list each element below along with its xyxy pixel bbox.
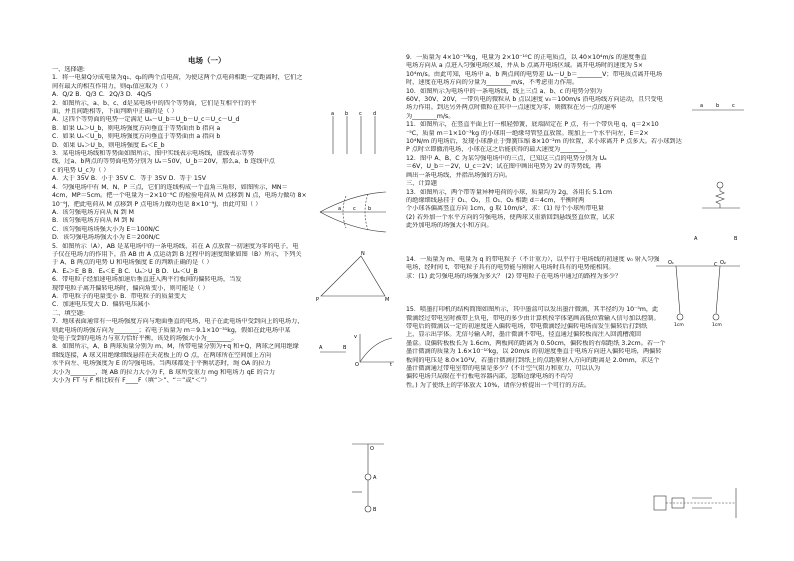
- right-line: (2) 若外加一个水平方向的匀强电场，使两球又重新回到悬线竖直位置，试求: [406, 213, 615, 221]
- fig-p3-a: a: [338, 206, 342, 212]
- fig-p4-P: P: [316, 297, 320, 302]
- left-line: B．该匀强电场方向从 M 到 N: [52, 217, 134, 225]
- fig-p2-label-d: d: [373, 111, 377, 117]
- right-line: 求：(1) 此匀强电场的场强为多大？ (2) 带电粒子在电场中通过的路程为多少？: [406, 272, 622, 280]
- right-line: 电场，经时间 t，带电粒子具有的电势能与刚射入电场时具有的电势能相同。: [406, 264, 615, 272]
- left-line: 1．将一电量Q分成电量为q₁、q₂的两个点电荷，为使这两个点电荷相距一定距离时，它们之: [52, 74, 303, 82]
- left-line: A．该匀强电场方向从 N 到 M: [52, 208, 134, 216]
- left-line: 2．如图所示，a、b、c、d是某电场中的四个等势面，它们是互相平行的平: [52, 99, 257, 107]
- right-line: 三、计算题: [406, 180, 437, 188]
- left-line: 细线连接，A 球又用绝缘细线悬挂在天花板上的 O 点，在两球所在空间加上方向: [52, 351, 272, 359]
- right-line: 11．如图所示，在竖直平面上钉一根轻弹簧，底端固定在 P 点，有一个带负电 q，q＝2×10: [406, 121, 659, 129]
- right-line: 12．图中 A、B、C 为某匀强电场中的三点，已知这三点的电势分别为 Uₐ: [406, 154, 607, 162]
- right-line: 时，速度在电场方向的分量为________m/s，不考虑重力作用。: [406, 79, 579, 87]
- left-line: 8．如图所示，A、B 两球质量分别为 m、M，所带电量分别为+q 和+Q，两球之间用绝缘: [52, 343, 299, 351]
- fig-p5-t: t: [390, 362, 392, 366]
- right-line: 个小球各偏离竖直方向 1cm，g 取 10m/s²，求：(1) 每个小球所带电量: [406, 205, 604, 213]
- left-line: C．如果 Uₐ＜U_b，则电场强度方向垂直于等势面由 a 指向 b: [52, 133, 221, 141]
- right-line: 10⁴m/s。由此可知，电场中 a、b 两点间的电势差 Uₐ－U_b＝________V；带电质点离开电场: [406, 70, 663, 78]
- right-line: 为________m/s。: [406, 112, 455, 120]
- fig-p4-M: M: [385, 297, 390, 302]
- right-line: 场力作用。到达另外两点时微粒在其中一点速度为零，则微粒在另一点的速率: [406, 104, 617, 112]
- left-line: 现带电粒子离开偏转电场时，偏向角变小，则可能是（ ）: [52, 284, 209, 292]
- right-line: 10⁴N/m 的电场后，发现小球静止于弹簧压缩 8×10⁻²m 的位置，求小球离开 P 点多大。若小球到达: [406, 138, 682, 146]
- fig-p8-O: O: [370, 446, 374, 452]
- fig-p13-1cm-b: 1cm: [712, 323, 722, 328]
- fig-p3-b: b: [368, 206, 372, 212]
- fig-p5-B: B: [343, 345, 347, 351]
- fig-p13-O1: O₁: [668, 260, 674, 266]
- figure-p3-field: [318, 190, 388, 234]
- figure-p15: [652, 486, 744, 520]
- page-title: 电场（一）: [188, 56, 226, 65]
- fig-p8-A: A: [373, 475, 377, 481]
- left-line: 则此电场的场强方向为________；若电子质量为 m＝9.1×10⁻³¹kg，假如在此电场中某: [52, 326, 291, 334]
- right-line: 9．一质量为 4×10⁻¹³kg，电量为 2×10⁻¹⁰C 的正电质点，以 40×10⁴m/s 的速度垂直: [406, 54, 647, 61]
- left-line: 大小为 FT 与 F 相比较有 F____F（填“＞”、“＝”或“＜”）: [52, 377, 211, 385]
- left-line: 6．带电粒子经加速电场加速后垂直进入两平行板间的偏转电场，当发: [52, 276, 242, 284]
- left-line: 7．地球表面通常有一电场强度方向与地面垂直的电场，电子在此电场中受到向上的电场力，: [52, 318, 304, 326]
- left-line: A．带电粒子的电量变小 B．带电粒子的质量变大: [52, 292, 187, 300]
- right-line: 60V、30V、20V，一带负电的微粒从 b 点以速度 v₀＝100m/s 沿电场线方向运动，且只受电: [406, 96, 663, 104]
- left-line: 4．匀强电场中有 M、N、P 三点，它们的连线构成一个直角三角形，如图所示，MN＝: [52, 183, 288, 191]
- figure-p10: [690, 100, 746, 114]
- fig-p10-a: a: [700, 103, 704, 109]
- left-line: 4cm，MP＝5cm。把一个电量为－2×10⁻⁹C 的检验电荷从 M 点移到 N 点，电场力做功 8×: [52, 192, 307, 200]
- fig-p10-b: b: [716, 103, 720, 109]
- left-line: 子仅在电场力的作用下，沿 AB 由 A 点运动到 B 过程中的速度图象如图（B）所示，下列关: [52, 250, 302, 258]
- fig-p2-label-a: a: [331, 111, 335, 117]
- right-line: 微滴经过带电室时被带上负电，带电的多少由计算机按字体笔画高低位置输入信号加以控制。: [406, 314, 660, 322]
- fig-p4-N: N: [361, 251, 365, 257]
- left-line: 大小为________，绳 AB 的拉力大小为 F，B 球所受重力 mg 和电场力 qE 的合力: [52, 368, 276, 376]
- right-line: 带电后的微滴以一定的初速度进入偏转电场，带电微滴经过偏转电场而发生偏转后打到纸: [406, 323, 648, 330]
- fig-p10-c: c: [732, 103, 735, 109]
- fig-p8-B: B: [373, 507, 377, 513]
- fig-p5-v: v: [354, 334, 357, 340]
- fig-p5-O: O: [355, 362, 359, 366]
- fig-p2-label-c: c: [359, 111, 362, 117]
- figure-p13: [650, 258, 746, 328]
- right-line: 10．如图所示为电场中的一条电场线，线上三点 a、b、c 的电势分别为: [406, 87, 603, 95]
- right-line: 画出一条电场线，并指出场强的方向。: [406, 171, 512, 179]
- fig-p12-C: C: [714, 262, 718, 268]
- left-line: A．这四个等势面的电势一定满足 Uₐ－U_b＝U_b－U_c＝U_c－U_d: [52, 116, 240, 124]
- left-line: A．Q/2 B．Q/3 C．2Q/3 D．4Q/5: [52, 91, 152, 99]
- figure-p4-triangle: [315, 250, 393, 302]
- left-line: c 的电势 U_c为（ ）: [52, 166, 110, 174]
- left-line: D．该匀强电场场强大小为 E＝200N/C: [52, 234, 160, 242]
- right-line: 电场方向从 a 点进入匀强电场区域，并从 b 点离开电场区域。离开电场时的速度为 5×: [406, 62, 644, 70]
- right-line: 偏转电场只局限在平行板电容器内部，忽略边缘电场的不均匀: [406, 373, 574, 381]
- right-line: 此外加电场的场强大小和方向。: [406, 222, 493, 230]
- right-line: 墨汁微滴通过带电室带的电量是多少？(不计空气阻力和重力，可以认为: [406, 365, 601, 373]
- right-line: 墨盒。设偏转板板长为 1.6cm，两板间的距离为 0.50cm，偏转板的右端距纸 3.2cm。若一个: [406, 339, 666, 347]
- left-line: 3．某电场电场线和等势面如图所示，图中实线表示电场线，虚线表示等势: [52, 150, 254, 158]
- right-line: 的绝缘细线悬挂于 O₁、O₂，且 O₁、O₂ 相距 d＝4cm，平衡时两: [406, 196, 585, 204]
- left-line: 面，并且间距相等，下面判断中正确的是（ ）: [52, 108, 178, 116]
- right-line: ⁻⁵C，质量 m＝1×10⁻³kg 的小球用一绝缘弯管竖直放置。现加上一个水平向左，E＝2×: [406, 129, 649, 137]
- left-line: A．大于 35V B．小于 35V C．等于 35V D．等于 15V: [52, 175, 207, 183]
- fig-p12-A: A: [694, 236, 698, 242]
- fig-p13-1cm-a: 1cm: [674, 323, 684, 328]
- right-line: 墨汁微滴的质量为 1.6×10⁻¹⁰kg，以 20m/s 的初速度垂直于电场方向进入偏转电场，两偏转: [406, 348, 662, 356]
- right-line: 15．喷墨打印机的结构简图如图所示，其中墨盒可以发出墨汁微滴，其半径约为 10⁻⁵m，此: [406, 306, 659, 314]
- fig-p2-label-b: b: [345, 111, 349, 117]
- figure-p5: [318, 330, 396, 366]
- right-line: 板间的电压是 8.0×10³V，若墨汁微滴打到纸上的点距原射入方向的距离是 2.0mm，求这个: [406, 356, 660, 364]
- fig-p5-A: A: [319, 345, 323, 351]
- left-line: 处电子受到的电场力与重力恰好平衡，该处的场强大小为________。: [52, 335, 238, 342]
- right-line: ＝6V，U_b＝－2V，U_c＝2V；试在图中画出电势为 2V 的等势线，再: [406, 163, 602, 171]
- left-line: 10⁻⁹J，把此电荷从 M 点移到 P 点电场力做功也是 8×10⁻⁹J，由此可知（ ）: [52, 200, 262, 208]
- right-line: 14．一质量为 m、电量为 q 的带电粒子（不计重力），以平行于电场线的初速度 v₀ 射入匀强: [406, 255, 660, 263]
- right-line: 13．如图所示，两个带等量异种电荷的小球，质量均为 2g，各用长 5.1cm: [406, 188, 613, 196]
- left-line: D．如果 Uₐ＞U_b，则电场强度 Eₐ＜E_b: [52, 141, 165, 149]
- left-line: 间有最大的相互作用力，则q₁值应取为（ ）: [52, 82, 172, 90]
- left-line: 水平向左、电场强度为 E 的匀强电场。当两球都处于平衡状态时，绳 OA 的拉力: [52, 360, 271, 368]
- left-line: 5．如图所示（A），AB 是某电场中的一条电场线，若在 A 点放置一初速度为零的电子，电: [52, 242, 299, 250]
- fig-p12-B: B: [734, 236, 738, 242]
- figure-p11: [700, 180, 742, 214]
- left-line: 二、填空题:: [52, 309, 86, 317]
- left-line: 线，过a、b两点的等势面电势分别为 Uₐ＝50V，U_b＝20V，那么a、b 连线中点: [52, 158, 275, 166]
- left-line: 于 A、B 两点的电势 U 和电场强度 E 的判断正确的是（ ）: [52, 259, 213, 267]
- figure-p8: [348, 440, 388, 516]
- right-line: 上，显示出字体。无信号输入时，墨汁微滴不带电，径直通过偏转板而注入回流槽流回: [406, 331, 642, 339]
- right-line: P 点时立即撤消电场，小球在这之后能获得的最大速度为________。: [406, 146, 592, 154]
- left-line: 一、选择题:: [52, 66, 86, 73]
- left-line: A．Eₐ＞E_B B．Eₐ＜E_B C．Uₐ＞U_B D．Uₐ＜U_B: [52, 267, 198, 275]
- fig-p13-O2: O₂: [720, 260, 726, 266]
- figure-p2-planes: [325, 110, 387, 156]
- left-line: B．如果 Uₐ＞U_b，则电场强度方向垂直于等势面由 b 指向 a: [52, 124, 221, 132]
- right-line: 性。) 为了使纸上的字体放大 10%，请你分析提出一个可行的方法。: [406, 381, 591, 389]
- fig-p3-c: c: [353, 206, 356, 212]
- left-line: C．该匀强电场场强大小为 E＝100N/C: [52, 225, 160, 233]
- left-line: C．加速电压变大 D．偏转电压减小: [52, 301, 150, 309]
